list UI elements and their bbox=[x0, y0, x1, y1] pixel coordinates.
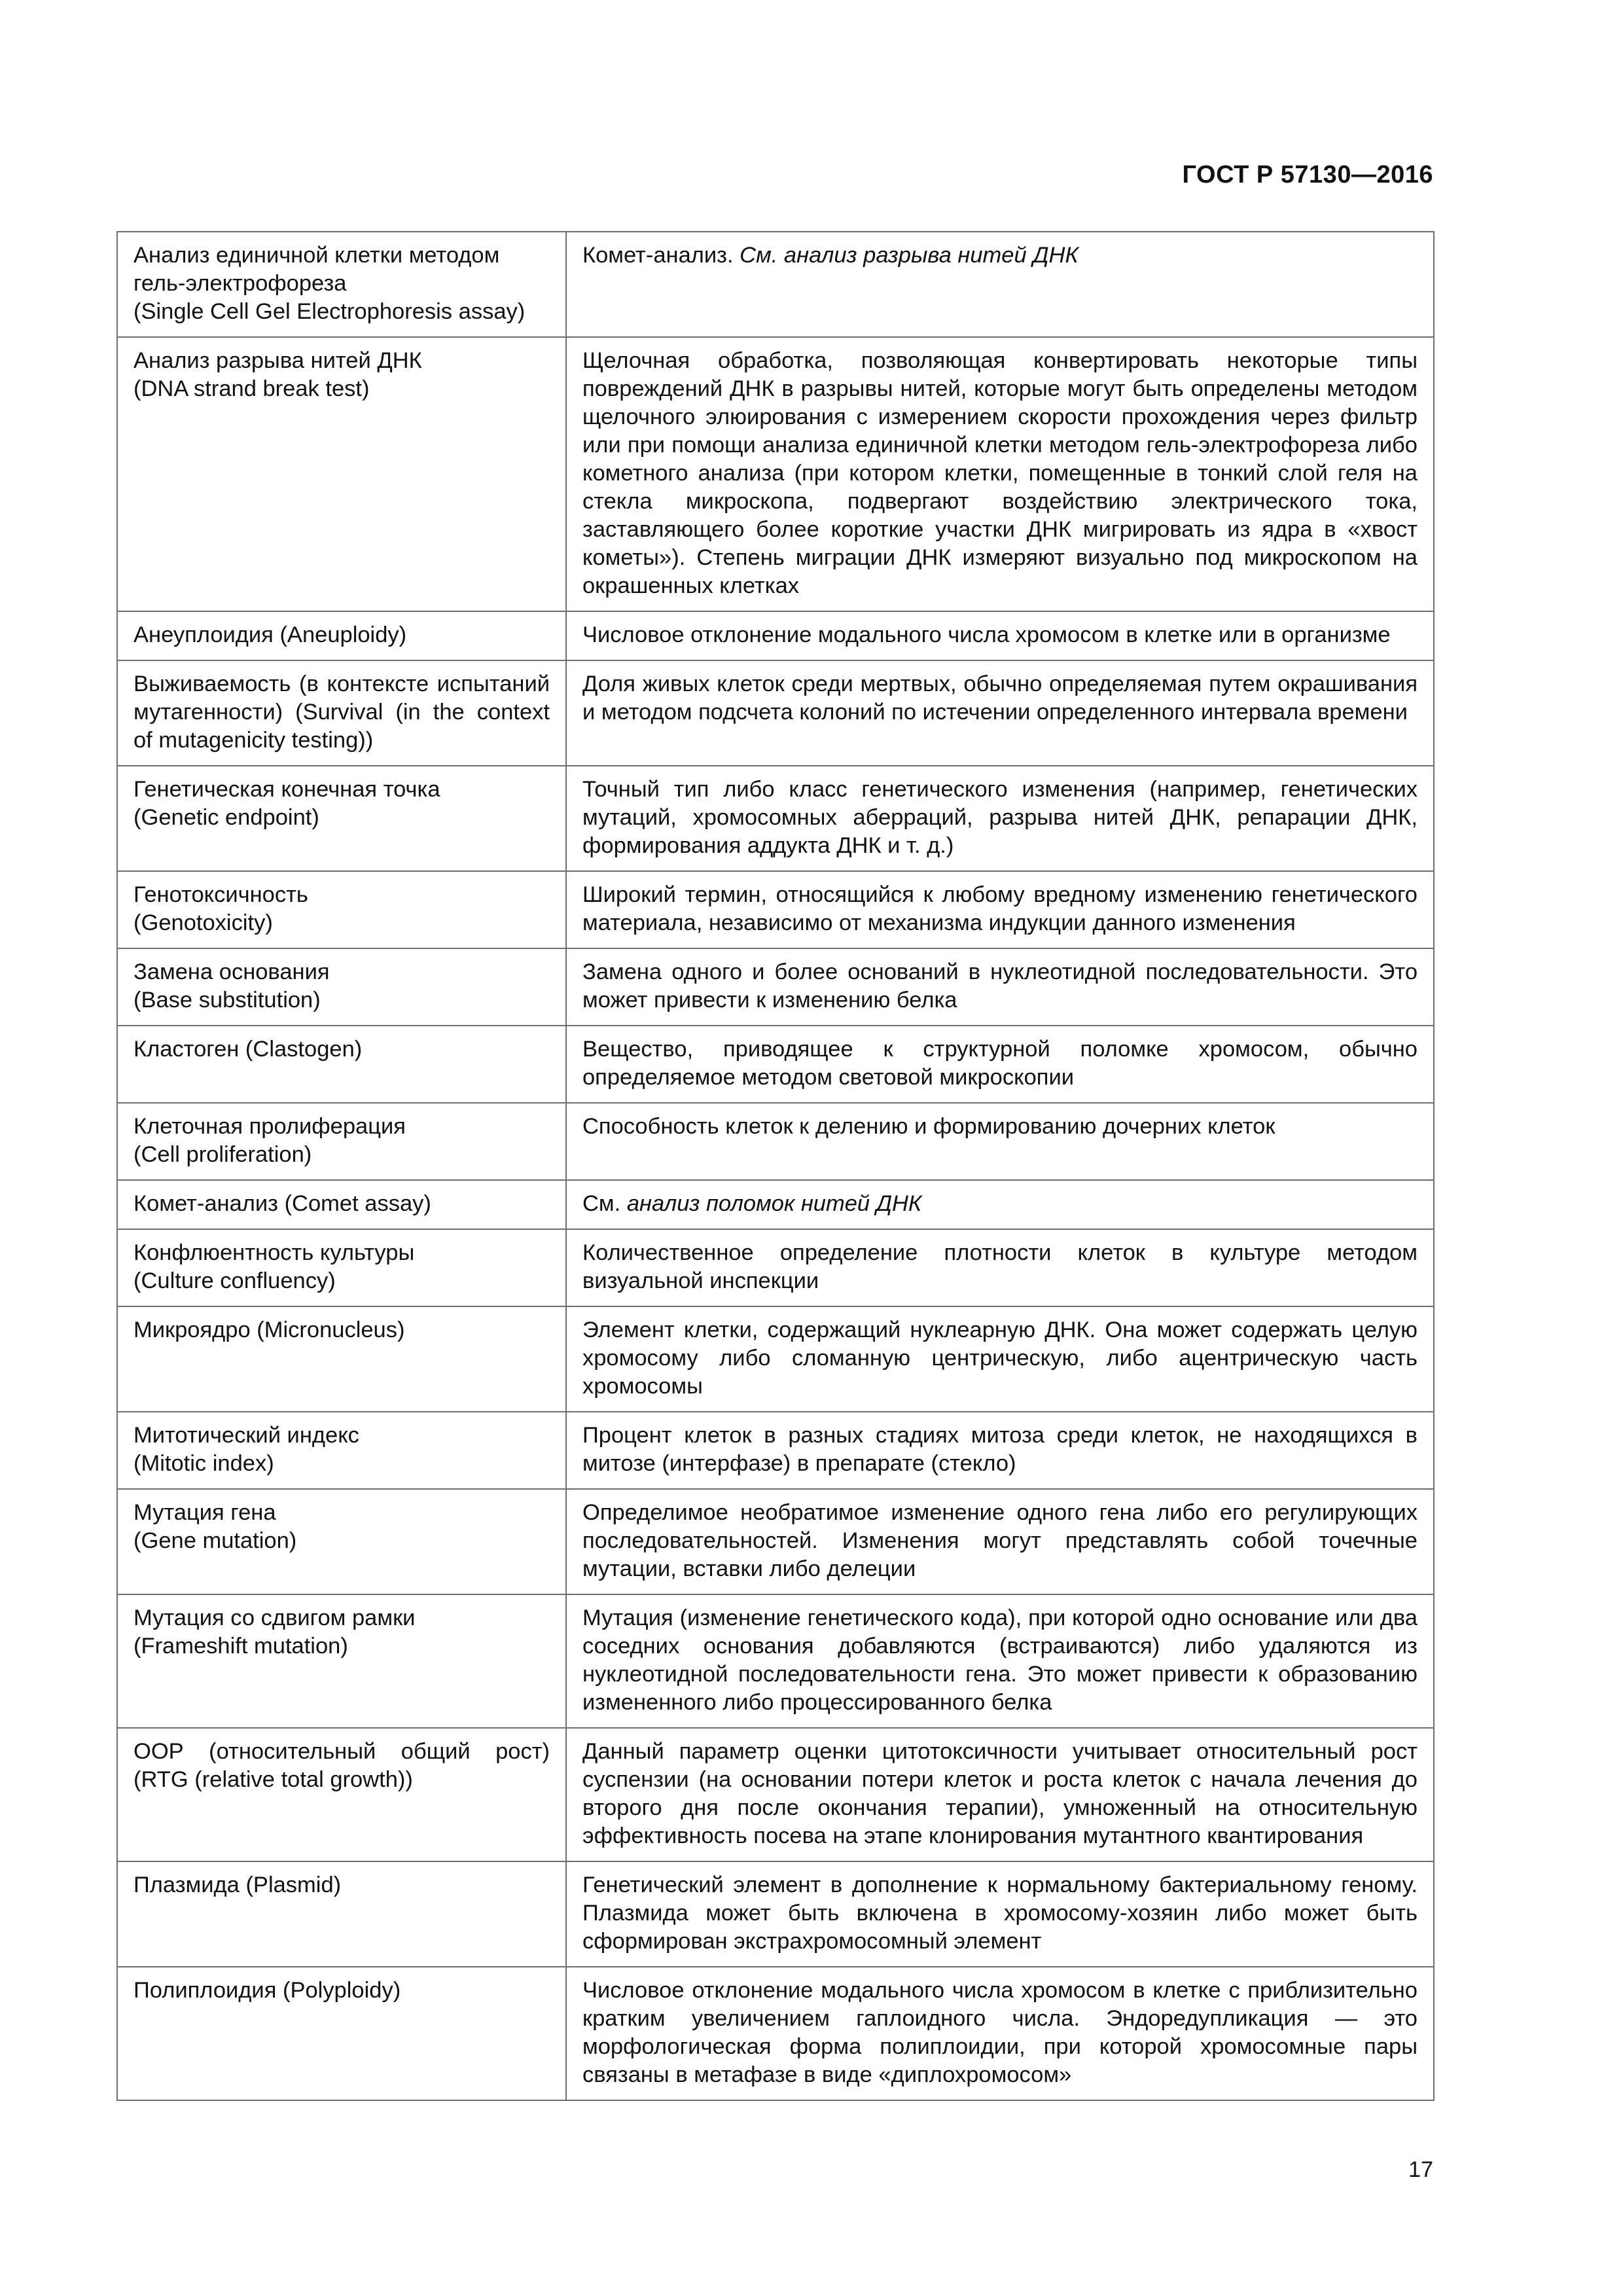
term-cell: Кластоген (Clastogen) bbox=[117, 1026, 566, 1103]
table-row bbox=[117, 1103, 1434, 1180]
table-row bbox=[117, 1412, 1434, 1489]
term-cell: ООР (относительный общий рост) (RTG (relative total growth)) bbox=[117, 1728, 566, 1861]
definition-cell: Мутация (изменение генетического кода), при которой одно основание или два соседних основания добавляются (встраиваются) либо удаляются из нуклеотидной последовательности гена. Это может привести к образованию измененного либо процессированного белка bbox=[566, 1594, 1434, 1728]
table-row bbox=[117, 232, 1434, 337]
term-cell: Полиплоидия (Polyploidy) bbox=[117, 1967, 566, 2100]
term-cell: Конфлюентность культуры (Culture confluency) bbox=[117, 1229, 566, 1306]
definition-cell: Широкий термин, относящийся к любому вредному изменению генетического материала, независимо от механизма индукции данного изменения bbox=[566, 871, 1434, 948]
term-cell: Генетическая конечная точка (Genetic endpoint) bbox=[117, 766, 566, 871]
definition-cell: Генетический элемент в дополнение к нормальному бактериальному геному. Плазмида может быть включена в хромосому-хозяин либо может быть сформирован экстрахромосомный элемент bbox=[566, 1861, 1434, 1967]
definition-cell: Щелочная обработка, позволяющая конвертировать некоторые типы повреждений ДНК в разрывы нитей, которые могут быть определены методом щелочного элюирования с измерением скорости прохождения через фильтр или при помощи анализа единичной клетки методом гель-электрофореза либо кометного анализа (при котором клетки, помещенные в тонкий слой геля на стекла микроскопа, подвергают воздействию электрического тока, заставляющего более короткие участки ДНК мигрировать из ядра в «хвост кометы»). Степень миграции ДНК измеряют визуально под микроскопом на окрашенных клетках bbox=[566, 337, 1434, 611]
term-cell: Выживаемость (в контексте испытаний мутагенности) (Survival (in the context of mutagenicity testing)) bbox=[117, 660, 566, 766]
definition-text: Комет-анализ. bbox=[582, 243, 740, 268]
table-row bbox=[117, 1489, 1434, 1594]
definition-cell: Доля живых клеток среди мертвых, обычно определяемая путем окрашивания и методом подсчета колоний по истечении определенного интервала времени bbox=[566, 660, 1434, 766]
table-row bbox=[117, 660, 1434, 766]
table-row bbox=[117, 1229, 1434, 1306]
table-row bbox=[117, 611, 1434, 660]
table-row bbox=[117, 1180, 1434, 1229]
term-cell: Мутация гена (Gene mutation) bbox=[117, 1489, 566, 1594]
table-row bbox=[117, 1861, 1434, 1967]
definition-text: См. bbox=[582, 1191, 627, 1216]
term-cell: Анализ единичной клетки методом гель-электрофореза (Single Cell Gel Electrophoresis assay) bbox=[117, 232, 566, 337]
definition-cell bbox=[566, 232, 1434, 337]
term-cell: Замена основания (Base substitution) bbox=[117, 948, 566, 1026]
definition-cell: Количественное определение плотности клеток в культуре методом визуальной инспекции bbox=[566, 1229, 1434, 1306]
term-cell: Генотоксичность (Genotoxicity) bbox=[117, 871, 566, 948]
table-row bbox=[117, 1967, 1434, 2100]
page-number: 17 bbox=[1408, 2157, 1433, 2182]
table-row bbox=[117, 1306, 1434, 1412]
definition-cell: Вещество, приводящее к структурной поломке хромосом, обычно определяемое методом световой микроскопии bbox=[566, 1026, 1434, 1103]
definition-cell bbox=[566, 1180, 1434, 1229]
table-row bbox=[117, 871, 1434, 948]
term-cell: Клеточная пролиферация (Cell proliferation) bbox=[117, 1103, 566, 1180]
term-cell: Плазмида (Plasmid) bbox=[117, 1861, 566, 1967]
document-header: ГОСТ Р 57130—2016 bbox=[1182, 161, 1433, 188]
term-cell: Анализ разрыва нитей ДНК (DNA strand break test) bbox=[117, 337, 566, 611]
term-cell: Комет-анализ (Comet assay) bbox=[117, 1180, 566, 1229]
definition-cell: Числовое отклонение модального числа хромосом в клетке или в организме bbox=[566, 611, 1434, 660]
term-cell: Микроядро (Micronucleus) bbox=[117, 1306, 566, 1412]
term-cell: Митотический индекс (Mitotic index) bbox=[117, 1412, 566, 1489]
definition-reference: анализ поломок нитей ДНК bbox=[626, 1191, 922, 1216]
term-cell: Мутация со сдвигом рамки (Frameshift mutation) bbox=[117, 1594, 566, 1728]
term-cell: Анеуплоидия (Aneuploidy) bbox=[117, 611, 566, 660]
table-row bbox=[117, 1728, 1434, 1861]
definition-cell: Данный параметр оценки цитотоксичности учитывает относительный рост суспензии (на основании потери клеток и роста клеток с начала лечения до второго дня после окончания терапии), умноженный на относительную эффективность посева на этапе клонирования мутантного квантирования bbox=[566, 1728, 1434, 1861]
table-row bbox=[117, 948, 1434, 1026]
definition-reference: См. анализ разрыва нитей ДНК bbox=[740, 243, 1079, 268]
table-row bbox=[117, 1594, 1434, 1728]
definition-cell: Определимое необратимое изменение одного гена либо его регулирующих последовательностей. Изменения могут представлять собой точечные мутации, вставки либо делеции bbox=[566, 1489, 1434, 1594]
table-row bbox=[117, 1026, 1434, 1103]
definition-cell: Числовое отклонение модального числа хромосом в клетке с приблизительно кратким увеличением гаплоидного числа. Эндоредупликация — это морфологическая форма полиплоидии, при которой хромосомные пары связаны в метафазе в виде «диплохромосом» bbox=[566, 1967, 1434, 2100]
definition-cell: Процент клеток в разных стадиях митоза среди клеток, не находящихся в митозе (интерфазе) в препарате (стекло) bbox=[566, 1412, 1434, 1489]
definition-cell: Точный тип либо класс генетического изменения (например, генетических мутаций, хромосомных аберраций, разрыва нитей ДНК, репарации ДНК, формирования аддукта ДНК и т. д.) bbox=[566, 766, 1434, 871]
definition-cell: Способность клеток к делению и формированию дочерних клеток bbox=[566, 1103, 1434, 1180]
table-row bbox=[117, 766, 1434, 871]
terms-table bbox=[116, 231, 1435, 2101]
definition-cell: Элемент клетки, содержащий нуклеарную ДНК. Она может содержать целую хромосому либо сломанную центрическую, либо ацентрическую часть хромосомы bbox=[566, 1306, 1434, 1412]
definition-cell: Замена одного и более оснований в нуклеотидной последовательности. Это может привести к изменению белка bbox=[566, 948, 1434, 1026]
table-row bbox=[117, 337, 1434, 611]
